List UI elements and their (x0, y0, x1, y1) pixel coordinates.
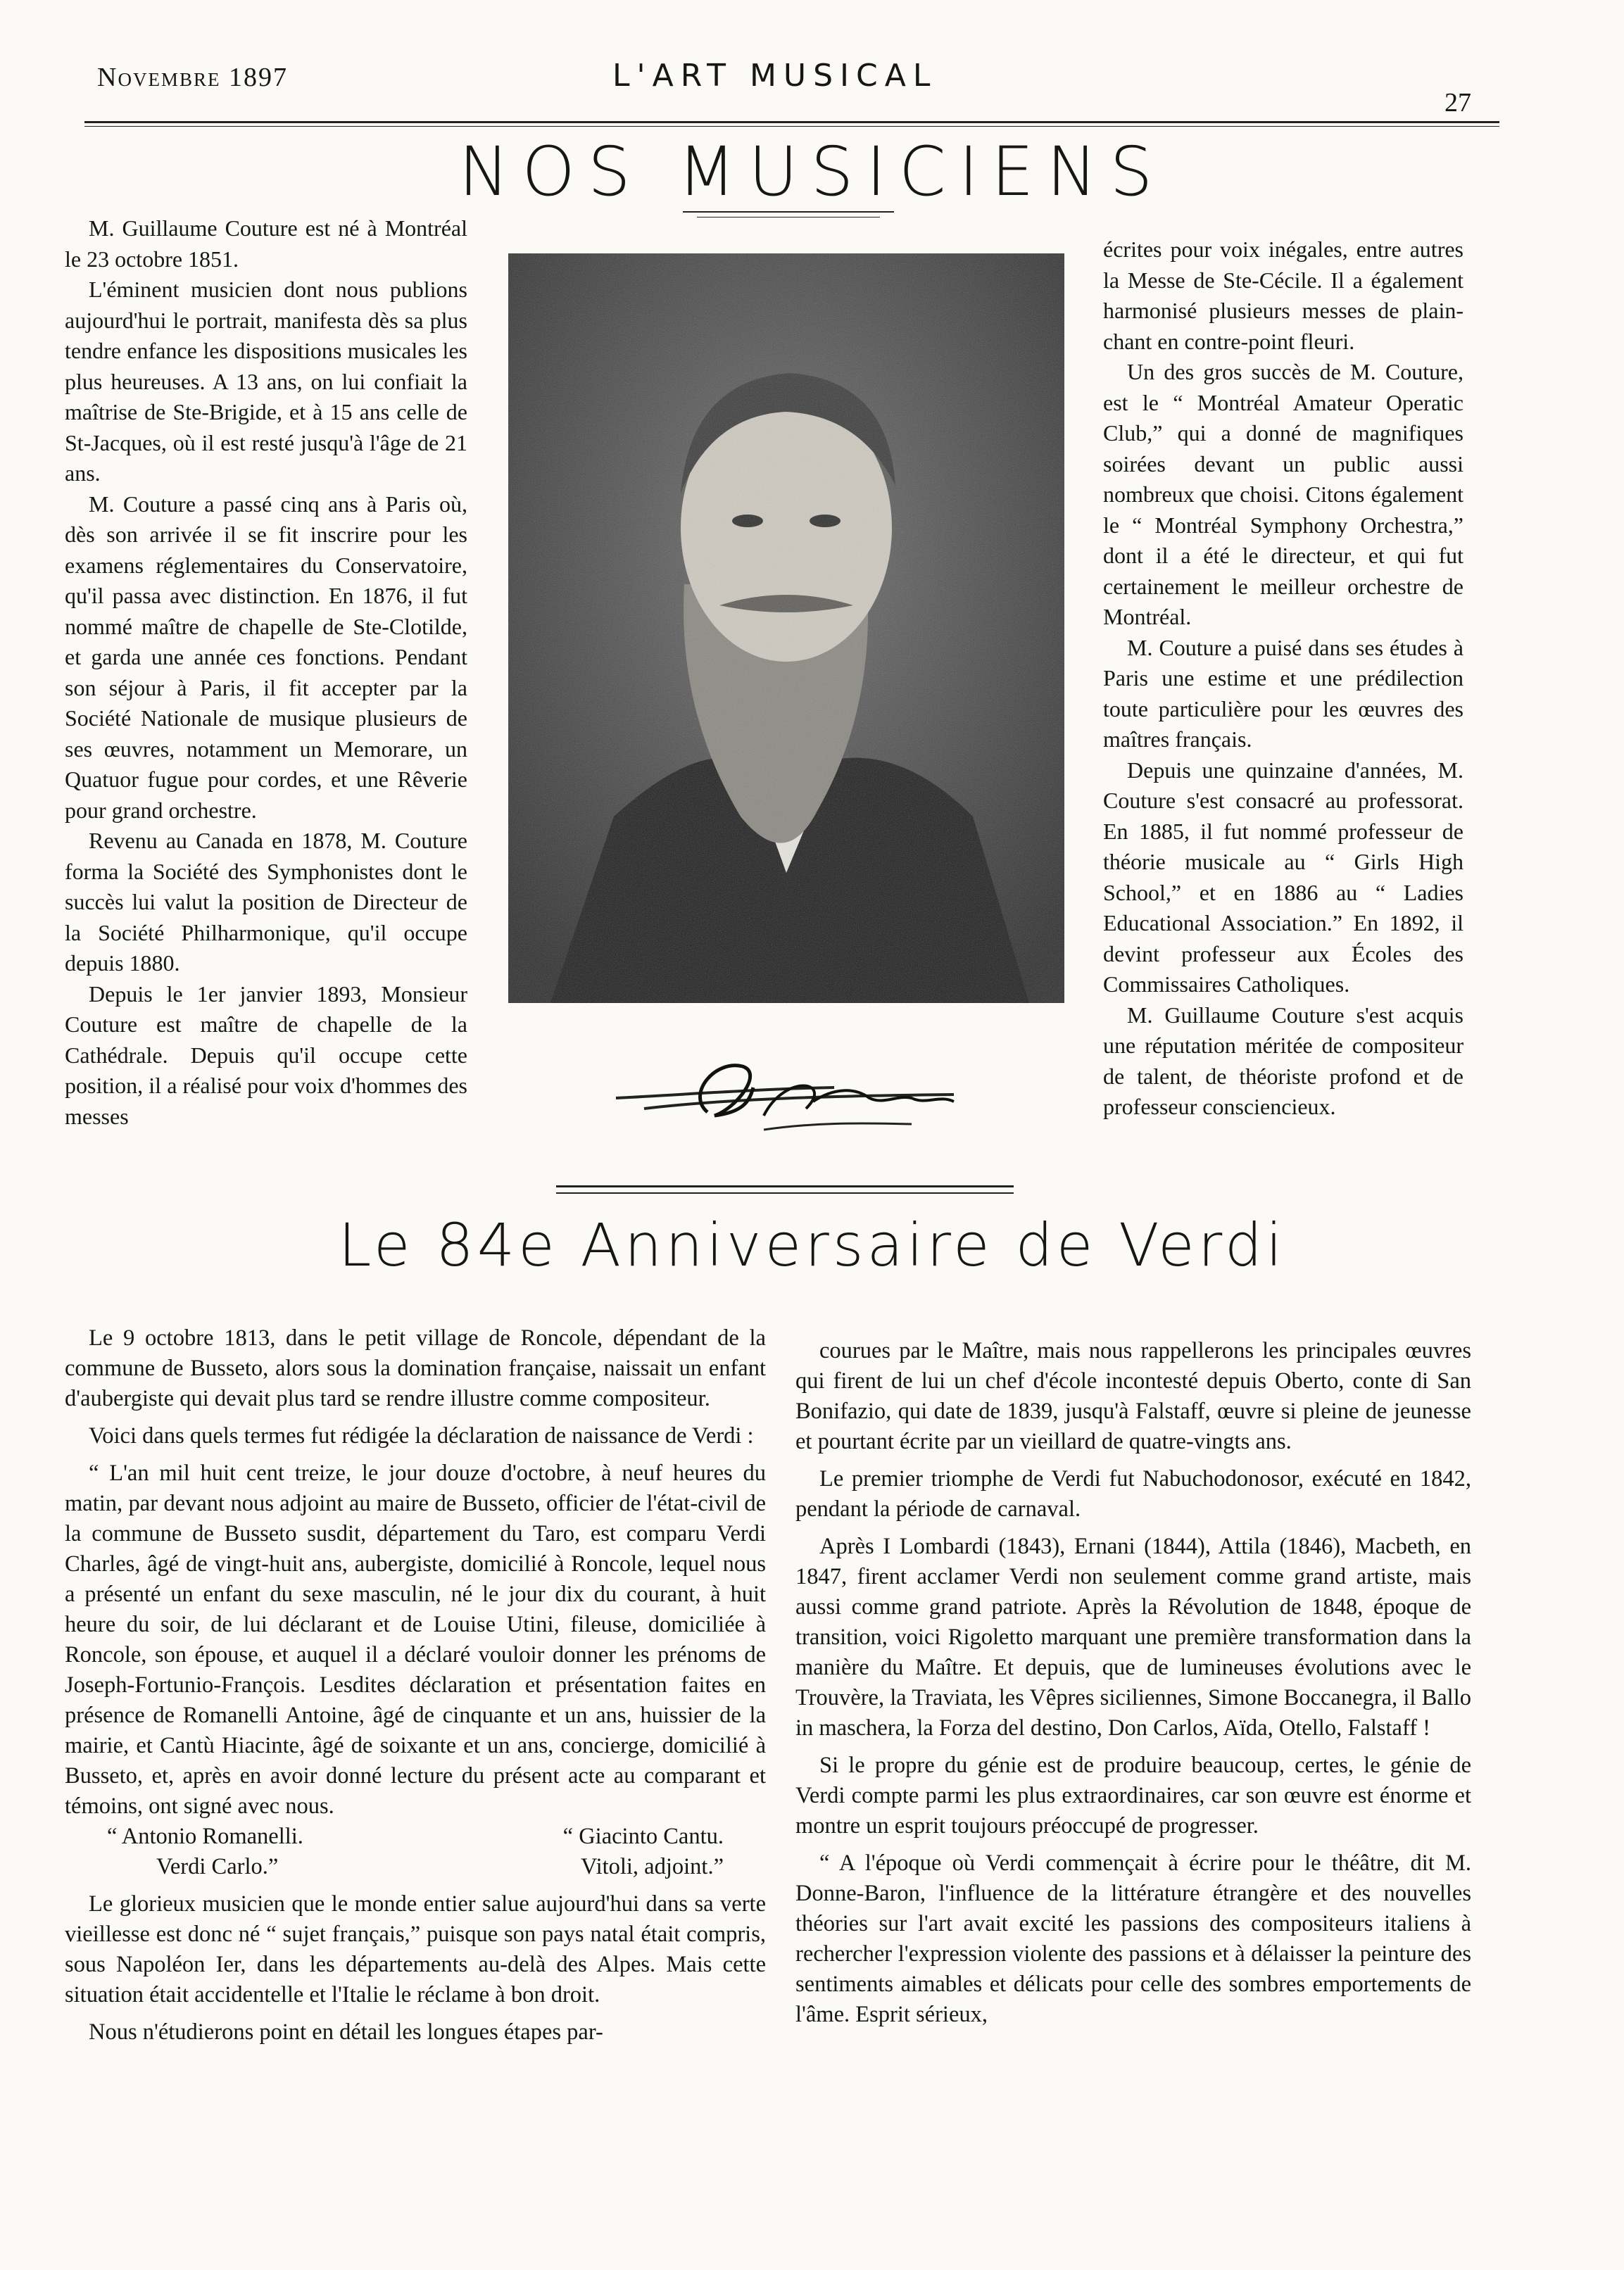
section-title-verdi: Le 84e Anniversaire de Verdi (338, 1211, 1286, 1280)
journal-name: L'ART MUSICAL (612, 58, 938, 94)
paragraph: Le 9 octobre 1813, dans le petit village de Roncole, dépendant de la commune de Busseto, alors sous la domination française, naissait un enfant d'aubergiste qui devait plus tard se rendre illustre comme compositeur. (65, 1325, 766, 1411)
signature-image (602, 1045, 968, 1144)
paragraph: Depuis le 1er janvier 1893, Monsieur Couture est maître de chapelle de la Cathédrale. Depuis qu'il occupe cette position, il a réalisé pour voix d'hommes des messes (65, 980, 467, 1129)
signer: Verdi Carlo.” (156, 1854, 279, 1879)
signer: “ Giacinto Cantu. (562, 1824, 724, 1849)
paragraph: M. Couture a puisé dans ses études à Paris une estime et une prédilection toute particulière pour les œuvres des maîtres français. (1103, 634, 1464, 752)
header-rule (84, 121, 1499, 123)
page-number: 27 (1444, 88, 1471, 118)
paragraph: Depuis une quinzaine d'années, M. Couture s'est consacré au professorat. En 1885, il fut nommé professeur de théorie musicale au “ Girls High School,” et en 1886 au “ Ladies Educational Association.” En 1892, il devint professeur aux Écoles des Commissaires Catholiques. (1103, 757, 1464, 997)
signer: Vitoli, adjoint.” (581, 1854, 724, 1879)
issue-date: Novembre 1897 (97, 63, 288, 92)
musiciens-column-right (1103, 234, 1464, 1123)
paragraph: Revenu au Canada en 1878, M. Couture forma la Société des Symphonistes dont le succès lui valut la position de Directeur de la Société Philharmonique, qu'il occupe depuis 1880. (65, 828, 467, 976)
signers-row (65, 1852, 766, 1882)
verdi-column-right (795, 1336, 1471, 2037)
signer: “ Antonio Romanelli. (107, 1824, 303, 1849)
paragraph: Le premier triomphe de Verdi fut Nabuchodonosor, exécuté en 1842, pendant la période de carnaval. (795, 1466, 1471, 1522)
paragraph: Un des gros succès de M. Couture, est le “ Montréal Amateur Operatic Club,” qui a donné de magnifiques soirées devant un public aussi nombreux que choisi. Citons également le “ Montréal Symphony Orchestra,” dont il a été le directeur, et qui fut certainement le meilleur orchestre de Montréal. (1103, 359, 1464, 629)
header-rule-thin (84, 126, 1499, 127)
section-divider-2 (556, 1192, 1014, 1194)
paragraph: “ L'an mil huit cent treize, le jour douze d'octobre, à neuf heures du matin, par devant nous adjoint au maire de Busseto, officier de l'état-civil de la commune de Busseto susdit, département du Taro, est comparu Verdi Charles, âgé de vingt-huit ans, aubergiste, domicilié à Roncole, lequel nous a présenté un enfant du sexe masculin, né le jour dix du courant, à huit heure du soir, de lui déclarant et de Louise Utini, fileuse, domiciliée à Roncole, son épouse, et auquel il a déclaré vouloir donner les prénoms de Joseph-Fortunio-François. Lesdites déclaration et présentation faites en présence de Romanelli Antoine, âgé de cinquante et un ans, huissier de la mairie, et Cantù Hiacinte, âgé de soixante et un ans, concierge, domicilié à Busseto, et, après en avoir donné lecture du présent acte au comparant et témoins, ont signé avec nous. (65, 1461, 766, 1819)
verdi-column-left (65, 1323, 766, 2055)
paragraph: écrites pour voix inégales, entre autres la Messe de Ste-Cécile. Il a également harmonisé plusieurs messes de plain-chant en contre-point fleuri. (1103, 237, 1464, 354)
portrait-photo (508, 253, 1064, 1003)
paragraph: “ A l'époque où Verdi commençait à écrire pour le théâtre, dit M. Donne-Baron, l'influence de la littérature étrangère et des nouvelles théories sur l'art avait excité les passions des compositeurs italiens à rechercher l'expression violente des passions et à délaisser la peinture des sentiments aimables et délicats pour celle des sombres emportements de l'âme. Esprit sérieux, (795, 1850, 1471, 2027)
paragraph: Si le propre du génie est de produire beaucoup, certes, le génie de Verdi compte parmi les plus extraordinaires, car son œuvre est énorme et montre un esprit toujours préoccupé de progresser. (795, 1753, 1471, 1839)
paragraph: Après I Lombardi (1843), Ernani (1844), Attila (1846), Macbeth, en 1847, firent acclamer Verdi non seulement comme grand artiste, mais aussi comme grand patriote. Après la Révolution de 1848, époque de transition, voici Rigoletto marquant une première transformation dans la manière du Maître. Et depuis, que de lumineuses évolutions avec le Trouvère, la Traviata, les Vêpres siciliennes, Simone Boccanegra, il Ballo in maschera, la Forza del destino, Don Carlos, Aïda, Otello, Falstaff ! (795, 1534, 1471, 1741)
paragraph: Nous n'étudierons point en détail les longues étapes par- (89, 2019, 603, 2045)
paragraph: L'éminent musicien dont nous publions aujourd'hui le portrait, manifesta dès sa plus tendre enfance les dispositions musicales les plus heureuses. A 13 ans, on lui confiait la maîtrise de Ste-Brigide, et à 15 ans celle de St-Jacques, où il est resté jusqu'à l'âge de 21 ans. (65, 277, 467, 486)
paragraph: courues par le Maître, mais nous rappellerons les principales œuvres qui firent de lui un chef d'école incontesté depuis Oberto, conte di San Bonifazio, qui date de 1839, jusqu'à Falstaff, œuvre si pleine de jeunesse et pourtant écrite par un vieillard de quatre-vingts ans. (795, 1338, 1471, 1454)
paragraph: Voici dans quels termes fut rédigée la déclaration de naissance de Verdi : (89, 1423, 754, 1449)
signers-row (65, 1822, 766, 1852)
paragraph: M. Guillaume Couture est né à Montréal le 23 octobre 1851. (65, 215, 467, 272)
section-title-musiciens: NOS MUSICIENS (458, 132, 1166, 211)
section-divider (556, 1185, 1014, 1187)
paragraph: M. Couture a passé cinq ans à Paris où, dès son arrivée il se fit inscrire pour les examens réglementaires du Conservatoire, qu'il passa avec distinction. En 1876, il fut nommé maître de chapelle de Ste-Clotilde, et garda une année ces fonctions. Pendant son séjour à Paris, il fit accepter par la Société Nationale de musique plusieurs de ses œuvres, notamment un Memorare, un Quatuor fugue pour cordes, et une Rêverie pour grand orchestre. (65, 491, 467, 823)
musiciens-column-left (65, 213, 467, 1132)
title-underline (683, 211, 894, 213)
paragraph: M. Guillaume Couture s'est acquis une réputation méritée de compositeur de talent, de théoriste profond et de professeur consciencieux. (1103, 1002, 1464, 1119)
paragraph: Le glorieux musicien que le monde entier salue aujourd'hui dans sa verte vieillesse est donc né “ sujet français,” puisque son pays natal était compris, sous Napoléon Ier, dans les départements au-delà des Alpes. Mais cette situation était accidentelle et l'Italie le réclame à bon droit. (65, 1891, 766, 2007)
